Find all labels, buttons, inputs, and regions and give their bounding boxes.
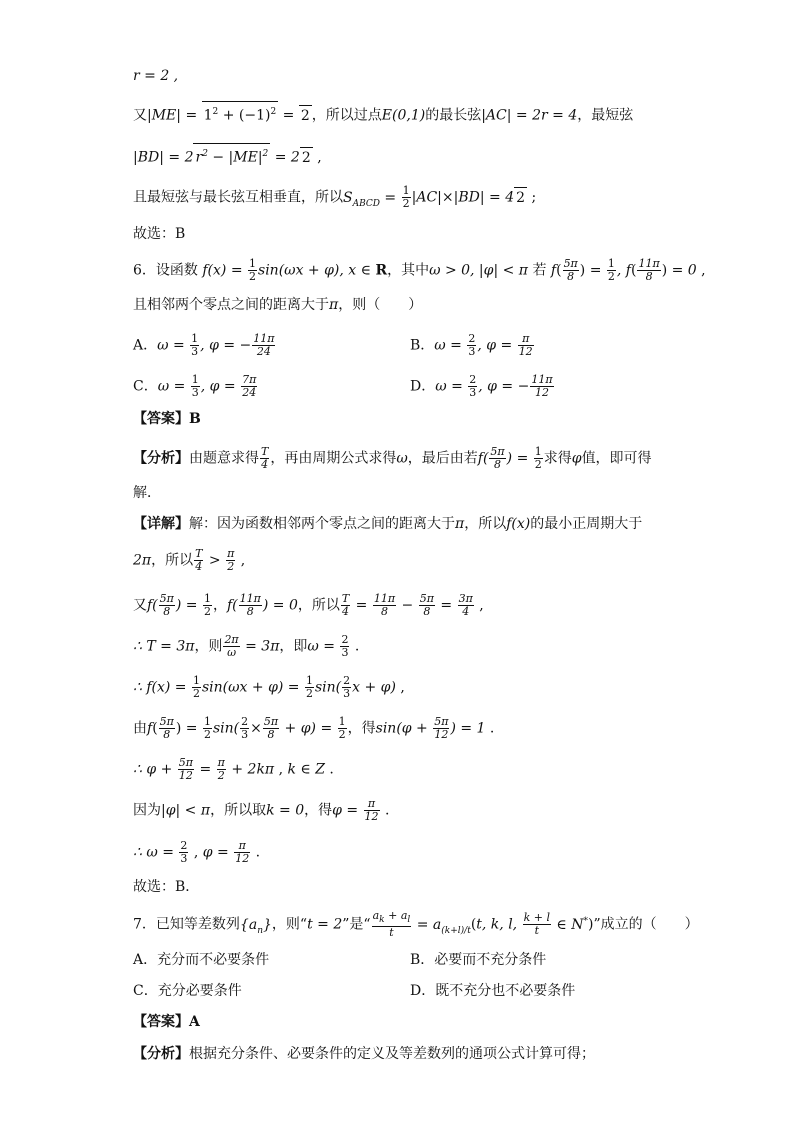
line-bd-length: |BD| = 2 $r^2 - |ME|^2 = 2$ 2 , bbox=[133, 143, 322, 168]
question-6-line1: 6．设函数 f(x) = $\frac{1}{2}$ sin(ωx + φ), x ∈ R，其中ω > 0, |φ| < π 若 f( $\frac{5\pi}{8}$ ) = $\frac{1}{2}$ , f( $\frac{11\pi}{8}$ ) = 0 , bbox=[133, 257, 706, 283]
analysis-6-line2: 解． bbox=[133, 485, 161, 501]
answer-choice-line: 故选：B bbox=[133, 226, 186, 242]
detail-6-line9: ∴ ω = $\frac{2}{3}$ , φ = $\frac{\pi}{12}$ . bbox=[133, 839, 261, 865]
option-6d: D．ω = $\frac{2}{3}$ , φ = − $\frac{11\pi}{12}$ bbox=[410, 373, 553, 399]
answer-6: 【答案】B bbox=[133, 411, 201, 427]
analysis-7: 【分析】根据充分条件、必要条件的定义及等差数列的通项公式计算可得； bbox=[133, 1046, 595, 1062]
detail-6-line1: 【详解】解：因为函数相邻两个零点之间的距离大于π，所以f(x)的最小正周期大于 bbox=[133, 516, 643, 532]
analysis-6-line1: 【分析】由题意求得 $\frac{T}{4}$ ，再由周期公式求得ω，最后由若f( $\frac{5\pi}{8}$ ) = $\frac{1}{2}$ 求得φ值，即可得 bbox=[133, 445, 652, 471]
option-6c: C．ω = $\frac{1}{3}$ , φ = $\frac{7\pi}{24}$ bbox=[133, 373, 257, 399]
detail-6-line3: 又f( $\frac{5\pi}{8}$ ) = $\frac{1}{2}$ ，f( $\frac{11\pi}{8}$ ) = 0，所以 $\frac{T}{4}$ = $\frac{11\pi}{8}$ − $\frac{5\pi}{8}$ = $\frac{3\pi}{4}$ , bbox=[133, 592, 484, 618]
line-r-equals-2: r = 2 , bbox=[133, 68, 179, 84]
answer-7: 【答案】A bbox=[133, 1014, 200, 1030]
detail-6-line8: 因为|φ| < π，所以取k = 0，得φ = $\frac{\pi}{12}$ . bbox=[133, 797, 390, 823]
detail-6-line7: ∴ φ + $\frac{5\pi}{12}$ = $\frac{\pi}{2}$ + 2kπ , k ∈ Z . bbox=[133, 756, 334, 782]
option-7c: C．充分必要条件 bbox=[133, 983, 242, 999]
line-me-length: 又$|ME| = 1^2 + (-1)^2 = 2$ ，所以过点E(0,1)的最长弦|AC| = 2r = 4，最短弦 bbox=[133, 101, 633, 126]
option-6b: B．ω = $\frac{2}{3}$ , φ = $\frac{\pi}{12}$ bbox=[410, 332, 533, 358]
line-area: 且最短弦与最长弦互相垂直，所以$S_{ABCD}$ = $\frac{1}{2}$ |AC|×|BD| = 4 2 ; bbox=[133, 184, 537, 210]
option-7b: B．必要而不充分条件 bbox=[410, 952, 547, 968]
detail-6-line6: 由f( $\frac{5\pi}{8}$ ) = $\frac{1}{2}$ sin( $\frac{2}{3}$ × $\frac{5\pi}{8}$ + φ) = $\frac{1}{2}$ ，得sin(φ + $\frac{5\pi}{12}$ ) = 1 . bbox=[133, 715, 495, 741]
option-7d: D．既不充分也不必要条件 bbox=[410, 983, 576, 999]
option-6a: A．ω = $\frac{1}{3}$ , φ = − $\frac{11\pi}{24}$ bbox=[133, 332, 275, 358]
option-7a: A．充分而不必要条件 bbox=[133, 952, 270, 968]
detail-6-line2: 2π，所以 $\frac{T}{4}$ > $\frac{\pi}{2}$ , bbox=[133, 547, 246, 573]
detail-6-line4: ∴ T = 3π，则 $\frac{2\pi}{\omega}$ = 3π，即ω = $\frac{2}{3}$ . bbox=[133, 633, 360, 659]
detail-6-line5: ∴ f(x) = $\frac{1}{2}$ sin(ωx + φ) = $\frac{1}{2}$ sin( $\frac{2}{3}$ x + φ) , bbox=[133, 674, 405, 700]
question-7-line1: 7．已知等差数列$\{a_n\}$，则“t = 2”是“ $\frac{a_k + a_l}{t}$ = $a_{(k+l)/t}(t$, k, l, $\frac{k + l}{t}$ ∈ N*)”成立的（ ） bbox=[133, 909, 699, 940]
detail-6-line10: 故选：B． bbox=[133, 879, 200, 895]
question-6-line2: 且相邻两个零点之间的距离大于π，则（ ） bbox=[133, 297, 423, 313]
